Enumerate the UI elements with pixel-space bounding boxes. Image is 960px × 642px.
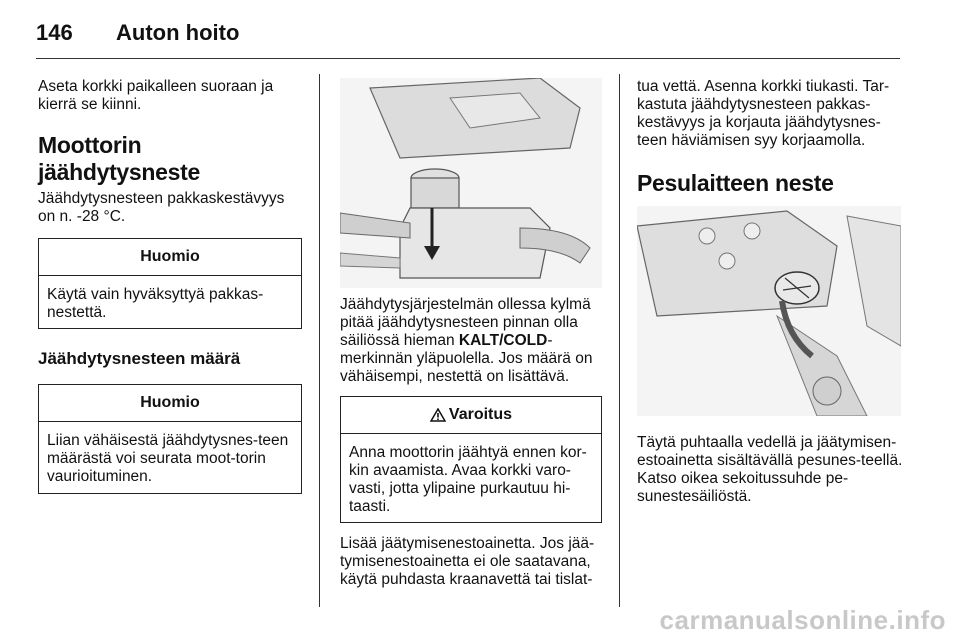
coolant-tank-illustration: [340, 78, 602, 288]
column-2: [340, 296, 602, 589]
antifreeze-paragraph: Lisää jäätymisenestoainetta. Jos jää-tymisenestoainetta ei ole saatavana, käytä puhdasta kraanavettä tai tislat-: [340, 535, 595, 588]
page-number: 146: [36, 20, 73, 45]
header-rule: [36, 58, 900, 59]
note-box-2: [38, 384, 302, 494]
note-text-1: Käytä vain hyväksyttyä pakkas-nestettä.: [47, 286, 264, 321]
washer-reservoir-illustration: [637, 206, 901, 416]
section-title-washer-fluid: Pesulaitteen neste: [637, 170, 834, 196]
coolant-intro: Jäähdytysnesteen pakkaskestävyys on n. -28 °C.: [38, 190, 285, 225]
column-3: [637, 78, 901, 197]
column-divider-2: [619, 74, 620, 607]
warning-box: [340, 396, 602, 523]
section-title-coolant: Moottorin jäähdytysneste: [38, 132, 200, 185]
page-header-title: Auton hoito: [116, 20, 240, 45]
column-3-lower: [637, 434, 903, 506]
watermark: carmanualsonline.info: [659, 605, 946, 635]
note-text-2: Liian vähäisestä jäähdytysnes-teen määrästä voi seurata moot-torin vaurioituminen.: [47, 432, 289, 485]
subsection-title-coolant-level: Jäähdytysnesteen määrä: [38, 349, 241, 368]
intro-paragraph: Aseta korkki paikalleen suoraan ja kierrä se kiinni.: [38, 78, 274, 113]
washer-fluid-paragraph: Täytä puhtaalla vedellä ja jäätymisen-estoainetta sisältävällä pesunes-teellä. Katso oikea sekoitussuhde pe-sunestesäiliöstä.: [637, 434, 903, 505]
coolant-continued-paragraph: tua vettä. Asenna korkki tiukasti. Tar-kastuta jäähdytysnesteen pakkas-kestävyys ja korjauta jäähdytysnes-teen häviämisen syy korjaamolla.: [637, 78, 890, 149]
column-divider-1: [319, 74, 320, 607]
coolant-level-paragraph: Jäähdytysjärjestelmän ollessa kylmä pitää jäähdytysnesteen pinnan olla säiliössä hieman KALT/COLD-merkinnän yläpuolella. Jos määrä on vähäisempi, nestettä on lisättävä.: [340, 296, 593, 385]
kalt-cold-mark: KALT/COLD: [458, 332, 548, 349]
warning-heading-row: [341, 397, 601, 434]
note-box-1: [38, 238, 302, 329]
note-heading-2: Huomio: [39, 385, 301, 422]
warning-heading: Varoitus: [448, 406, 513, 423]
warning-icon: [430, 408, 446, 422]
note-heading-1: Huomio: [39, 239, 301, 276]
column-1: [38, 78, 302, 494]
warning-text: Anna moottorin jäähtyä ennen kor-kin avaamista. Avaa korkki varo-vasti, jotta ylipaine purkautuu hi-taasti.: [349, 444, 587, 515]
